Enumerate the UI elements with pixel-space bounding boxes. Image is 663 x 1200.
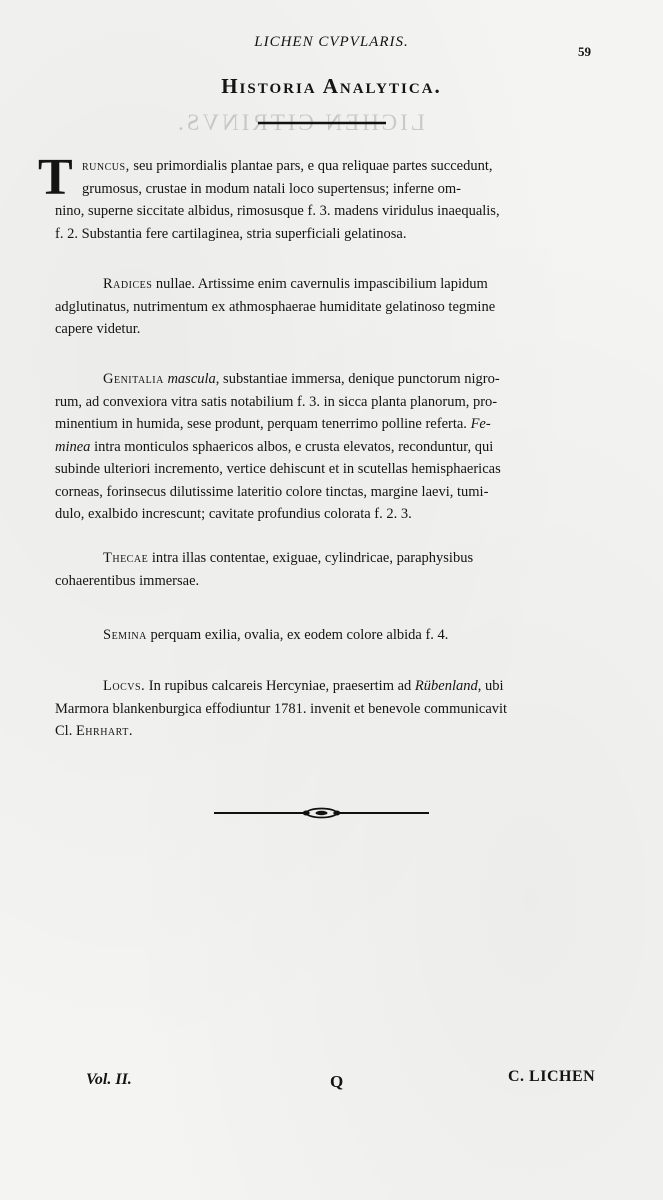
signature-mark: Q [330,1072,344,1091]
ornamental-rule [214,806,429,820]
truncus-line-2: grumosus, crustae in modum natali loco supertensus; inferne om- [82,180,461,197]
genitalia-feminea-start: Fe- [470,416,491,432]
locus-line-1-text: In rupibus calcareis Hercyniae, praesertim ad [145,678,415,694]
genitalia-line-1-text: , substantiae immersa, denique punctorum nigro- [215,371,500,387]
thecae-paragraph [55,547,600,592]
locus-line-2: Marmora blankenburgica effodiuntur 1781. invenit et benevole communicavit [55,700,508,717]
genitalia-label: Genitalia [103,371,164,387]
genitalia-mascula: mascula [167,371,216,387]
thecae-line-2: cohaerentibus immersae. [55,572,200,589]
semina-paragraph [55,624,600,647]
page-number: 59 [578,44,591,59]
title-rule [258,121,386,125]
genitalia-line-6: corneas, forinsecus dilutissime lateritio colore tinctas, margine laevi, tumi- [55,483,489,500]
catchword: C. LICHEN [508,1068,596,1085]
semina-label: Semina [103,627,147,643]
genitalia-line-5: subinde ulteriori incremento, vertice dehiscunt et in scutellas hemisphaericas [55,461,501,477]
locus-line-1-end: , ubi [477,678,504,694]
truncus-lead-word: runcus, [82,158,130,174]
section-title: Historia Analytica. [221,74,442,98]
genitalia-line-3 [55,413,600,436]
semina-line-1-text: perquam exilia, ovalia, ex eodem colore albida f. 4. [146,627,449,643]
radices-line-1 [55,273,600,296]
radices-line-3: capere videtur. [55,321,141,337]
genitalia-line-3-text: minentium in humida, sese produnt, perquam tenerrimo polline referta. [55,416,467,432]
semina-line-1 [55,624,600,647]
volume-label: Vol. II. [86,1071,132,1088]
thecae-line-1-text: intra illas contentae, exiguae, cylindricae, paraphysibus [148,550,474,566]
radices-paragraph [55,273,600,341]
thecae-label: Thecae [103,550,149,566]
radices-label: Radices [103,276,153,292]
truncus-paragraph-cont [55,200,600,245]
locus-line-1 [55,675,600,698]
truncus-line-4: f. 2. Substantia fere cartilaginea, stria superficiali gelatinosa. [55,225,407,242]
locus-place-name: Rübenland [414,678,478,694]
radices-line-2: adglutinatus, nutrimentum ex athmosphaerae humiditate gelatinoso tegmine [55,298,496,315]
genitalia-line-7: dulo, exalbido increscunt; cavitate profundius colorata f. 2. 3. [55,506,412,522]
genitalia-feminea-end: minea [55,438,91,455]
running-head: LICHEN CVPVLARIS. [254,34,409,50]
locus-line-3 [55,720,600,743]
genitalia-line-1 [55,368,600,391]
bleed-through-title: LICHEN CITRINVS. [175,110,425,135]
locus-paragraph [55,675,600,743]
truncus-line-1 [82,155,598,178]
genitalia-line-4 [55,436,600,459]
drop-cap: T [38,149,73,206]
thecae-line-1 [55,547,600,570]
truncus-line-3: nino, superne siccitate albidus, rimosusque f. 3. madens viridulus inaequalis, [55,203,500,219]
locus-line-3-prefix: Cl. [55,723,76,739]
locus-label: Locvs. [103,678,146,694]
radices-line-1-text: nullae. Artissime enim cavernulis impascibilium lapidum [152,276,488,292]
truncus-line-1-text: seu primordialis plantae pars, e qua reliquae partes succedunt, [129,158,493,174]
genitalia-line-4-text: intra monticulos sphaericos albos, e crusta elevatos, reconduntur, qui [90,438,494,455]
genitalia-line-2: rum, ad convexiora vitra satis notabilium f. 3. in sicca planta planorum, pro- [55,393,498,410]
locus-collector: Ehrhart. [75,723,133,739]
genitalia-paragraph [55,368,600,526]
truncus-paragraph [82,155,598,200]
